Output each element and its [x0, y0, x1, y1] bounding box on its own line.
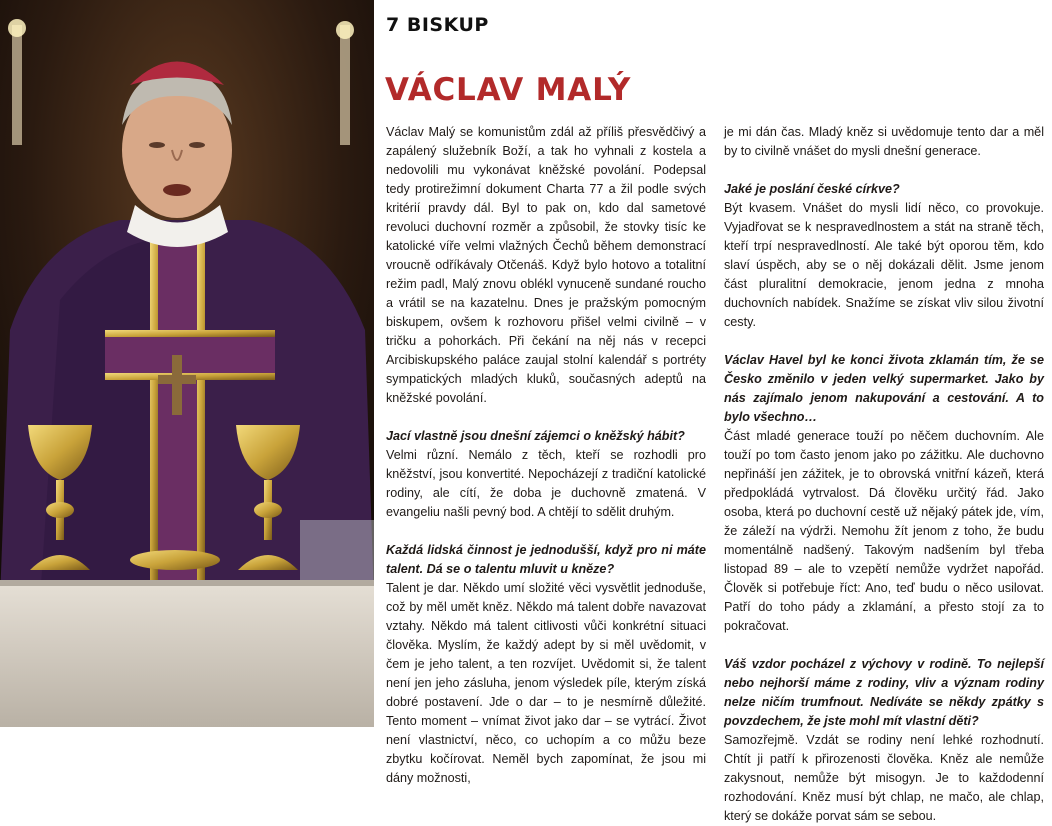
question-4: Václav Havel byl ke konci života zklamán tím, že se Česko změnilo v jeden velký supermarket. Jako by nás zajímalo jenom nakupování a cestování. A to bylo všechno… — [724, 353, 1044, 424]
answer-2-continuation: je mi dán čas. Mladý kněz si uvědomuje tento dar a měl by to civilně vnášet do mysli dnešní generace. — [724, 125, 1044, 158]
bishop-illustration — [0, 0, 374, 727]
answer-3: Být kvasem. Vnášet do mysli lidí něco, co provokuje. Vyjadřovat se k nespravedlnostem a stát na straně těch, kteří trpí nespravedlností. Ale také být oporou těm, kdo slaví úspěch, aby se o něj dokázali dělit. Jsme jenom část pluralitní demokracie, jenom jedna z mnoha duchovních nabídek. Snažíme se získat vliv silou životní cesty. — [724, 201, 1044, 329]
text-column-1 — [386, 123, 706, 788]
question-1: Jací vlastně jsou dnešní zájemci o kněžský hábit? — [386, 429, 685, 443]
question-5: Váš vzdor pocházel z výchovy v rodině. To nejlepší nebo nejhorší máme z rodiny, vliv a význam rodiny nelze ničím trumfnout. Nedíváte se někdy zpátky s povzdechem, že jste mohl mít vlastní děti? — [724, 657, 1044, 728]
answer-1: Velmi různí. Nemálo z těch, kteří se rozhodli pro kněžství, jsou konvertité. Nepocházejí z tradiční katolické rodiny, ale cítí, že doba je duchovně zmatená. V evangeliu našli pevný bod. A chtějí to sdělit druhým. — [386, 448, 706, 519]
answer-2: Talent je dar. Někdo umí složité věci vysvětlit jednoduše, což by měl umět kněz. Někdo má talent dobře navazovat vztahy. Někdo má talent citlivosti vůči konkrétní situaci člověka. Myslím, že každý adept by si měl uvědomit, v čem je jeho talent, a ten rozvíjet. Uvědomit si, že talent není jen jeho zásluha, jenom výsledek píle, kterým získá dobré postavení. Jde o dar – to je nesmírně důležité. Tento moment – vnímat život jako dar – se vytrácí. Život není vlastnictví, něco, co uchopím a co můžu beze zbytku kočírovat. Neměl bych zapomínat, že jsou mi dány možnosti, — [386, 581, 706, 785]
question-2: Každá lidská činnost je jednodušší, když pro ni máte talent. Dá se o talentu mluvit u kněze? — [386, 543, 706, 576]
text-column-2 — [724, 123, 1044, 826]
answer-5: Samozřejmě. Vzdát se rodiny není lehké rozhodnutí. Chtít ji patří k přirozenosti člověka. Kněz ale nemůže zakysnout, nemůže být misogyn. Je to každodenní rozhodování. Kněz musí být chlap, ne mačo, ale chlap, který se dokáže porvat sám se sebou. — [724, 733, 1044, 823]
article-title: VÁCLAV MALÝ — [385, 72, 632, 108]
question-3: Jaké je poslání české církve? — [724, 182, 900, 196]
intro-paragraph: Václav Malý se komunistům zdál až příliš přesvědčivý a zapálený služebník Boží, a tak ho vyhnali z kostela a nedovolili mu vykonávat kněžské povolání. Podepsal tedy protirežimní dokument Charta 77 a žil podle svých kritérií pravdy dál. Byl to pak on, kdo dal sametové revoluci duchovní rozměr a způsobil, že stovky tisíc ke katolické víře velmi vlažných Čechů během demonstrací vroucně odříkávaly Otčenáš. Když bylo hotovo a totalitní režim padl, Malý znovu oblékl vynuceně sundané roucho a vrátil se na kazatelnu. Dnes je pražským pomocným biskupem, ovšem k rozhovoru přišel velmi civilně – v tričku a pohorkách. Při čekání na něj nás v recepci Arcibiskupského paláce zaujal stolní kalendář s portréty sympatických mladých kluků, současných adeptů na kněžské povolání. — [386, 125, 706, 405]
section-label: 7 BISKUP — [386, 14, 489, 36]
bishop-photo — [0, 0, 374, 727]
answer-4: Část mladé generace touží po něčem duchovním. Ale touží po tom často jenom jako po zážitku. Ale duchovno nepřináší jen zážitek, je to obrovská vnitřní kázeň, která předpokládá vytrvalost. Dá člověku určitý řád. Jako osoba, která po duchovní cestě už nějaký pátek jde, vím, že záleží na výdrži. Nemohu žít jenom z toho, že budu momentálně nadšený. Takovým nadšením byl třeba listopad 89 – ale to vzepětí nemůže vydržet napořád. Člověk si potřebuje říct: Ano, teď budu o něco usilovat. Patří do toho pády a zklamání, a přesto stojí za to pokračovat. — [724, 429, 1044, 633]
